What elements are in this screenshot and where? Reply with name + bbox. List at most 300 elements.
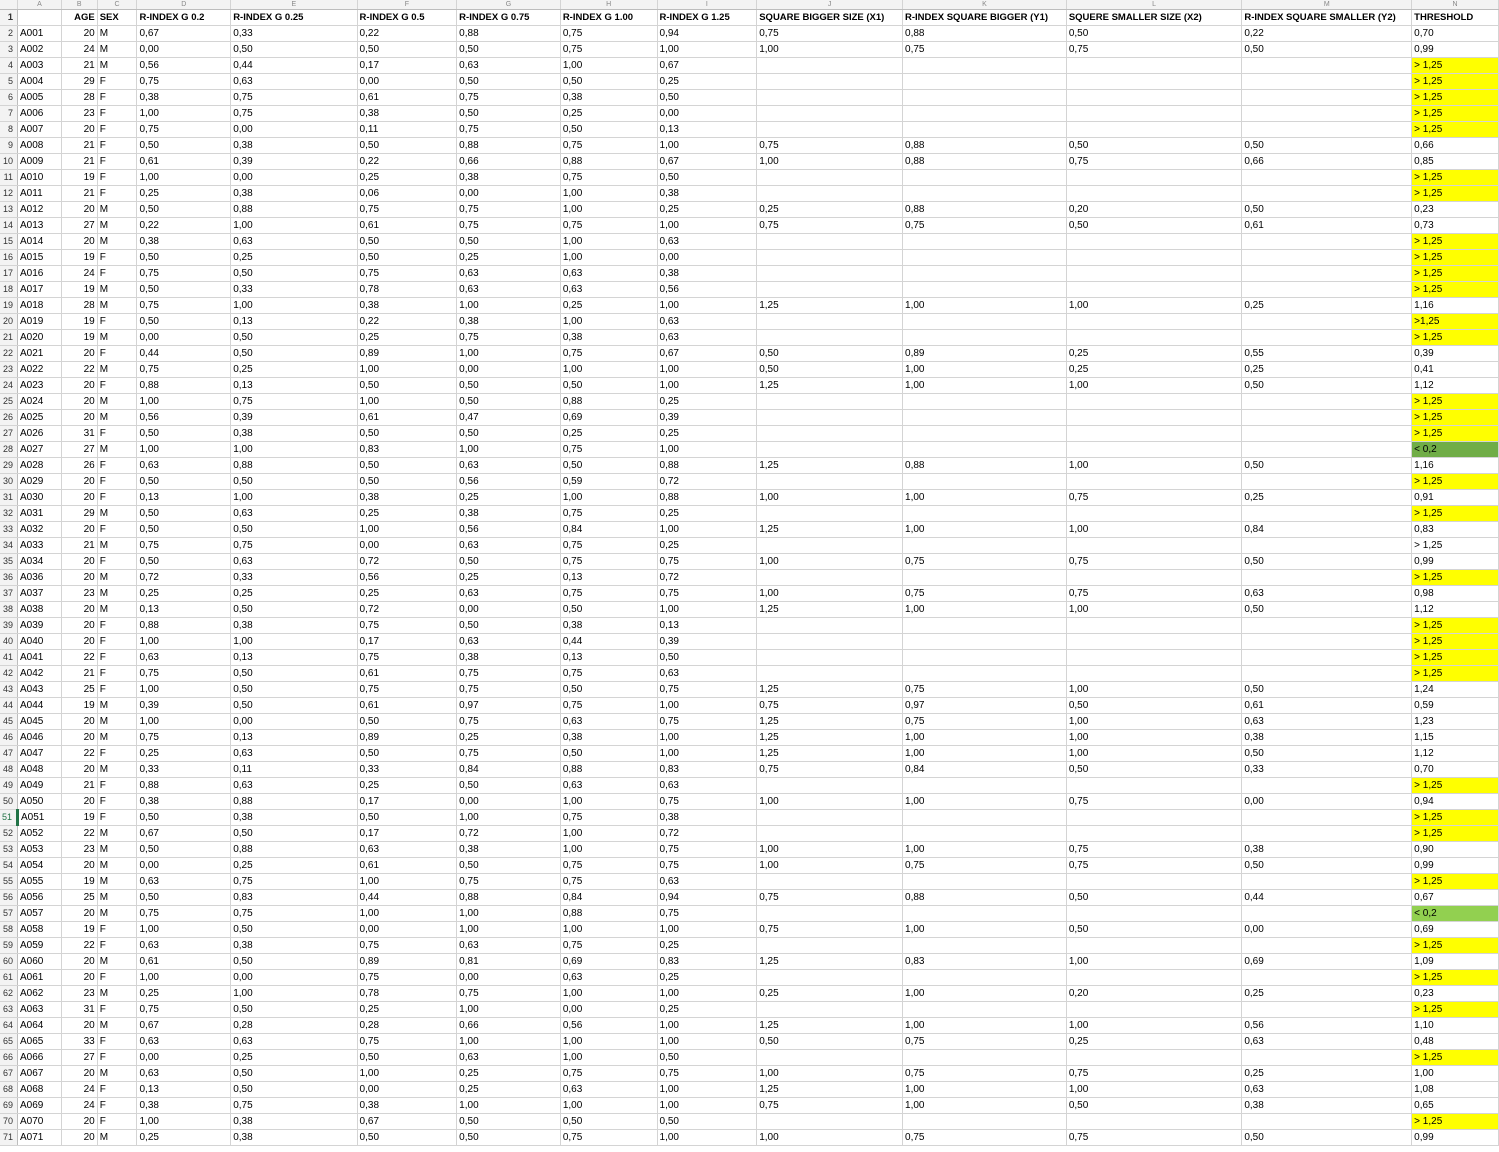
threshold-cell[interactable]: < 0,2 <box>1412 906 1499 922</box>
table-cell[interactable]: M <box>97 570 137 586</box>
table-cell[interactable]: 1,00 <box>757 858 903 874</box>
table-cell[interactable]: A067 <box>18 1066 62 1082</box>
table-cell[interactable]: M <box>97 874 137 890</box>
table-cell[interactable]: M <box>97 330 137 346</box>
row-number[interactable]: 3 <box>0 42 18 58</box>
table-cell[interactable]: 0,38 <box>231 810 357 826</box>
row-number[interactable]: 32 <box>0 506 18 522</box>
table-cell[interactable]: 21 <box>61 666 97 682</box>
table-cell[interactable]: 0,50 <box>457 74 561 90</box>
table-cell[interactable]: 0,25 <box>657 426 757 442</box>
row-number[interactable]: 46 <box>0 730 18 746</box>
table-cell[interactable]: 0,00 <box>137 858 231 874</box>
table-cell[interactable]: 0,44 <box>1242 890 1412 906</box>
table-cell[interactable]: M <box>97 282 137 298</box>
table-cell[interactable]: 0,33 <box>1242 762 1412 778</box>
table-cell[interactable]: 0,63 <box>457 634 561 650</box>
table-cell[interactable]: 0,75 <box>560 810 657 826</box>
table-cell[interactable]: 0,33 <box>231 570 357 586</box>
table-cell[interactable]: A024 <box>18 394 62 410</box>
table-cell[interactable]: 0,63 <box>137 1034 231 1050</box>
table-cell[interactable]: 0,72 <box>357 554 457 570</box>
table-cell[interactable]: 0,63 <box>657 666 757 682</box>
table-cell[interactable]: 0,75 <box>560 538 657 554</box>
table-cell[interactable]: 0,50 <box>231 522 357 538</box>
table-cell[interactable] <box>757 634 903 650</box>
table-cell[interactable]: 24 <box>61 1098 97 1114</box>
row-number[interactable]: 37 <box>0 586 18 602</box>
table-cell[interactable]: 0,75 <box>357 618 457 634</box>
table-cell[interactable]: 1,00 <box>560 1098 657 1114</box>
table-cell[interactable]: 0,50 <box>1242 458 1412 474</box>
table-cell[interactable]: 0,75 <box>657 858 757 874</box>
table-cell[interactable]: 0,75 <box>560 874 657 890</box>
threshold-cell[interactable]: > 1,25 <box>1412 122 1499 138</box>
table-cell[interactable]: 0,17 <box>357 58 457 74</box>
table-cell[interactable]: 0,88 <box>560 394 657 410</box>
row-number[interactable]: 19 <box>0 298 18 314</box>
table-cell[interactable]: 1,25 <box>757 602 903 618</box>
table-cell[interactable]: A044 <box>18 698 62 714</box>
table-cell[interactable]: M <box>97 1018 137 1034</box>
table-cell[interactable] <box>1242 570 1412 586</box>
table-cell[interactable]: 1,00 <box>457 922 561 938</box>
table-cell[interactable]: 0,25 <box>560 106 657 122</box>
table-cell[interactable]: 1,00 <box>903 522 1067 538</box>
table-cell[interactable]: 0,25 <box>457 1066 561 1082</box>
table-cell[interactable]: 0,00 <box>560 1002 657 1018</box>
table-cell[interactable]: 0,25 <box>357 586 457 602</box>
table-cell[interactable]: 1,00 <box>657 1130 757 1146</box>
table-cell[interactable] <box>1242 90 1412 106</box>
table-cell[interactable]: 21 <box>61 538 97 554</box>
table-cell[interactable]: A069 <box>18 1098 62 1114</box>
table-cell[interactable]: 19 <box>61 330 97 346</box>
table-cell[interactable]: 0,63 <box>657 778 757 794</box>
table-cell[interactable]: 0,38 <box>560 730 657 746</box>
table-cell[interactable]: A070 <box>18 1114 62 1130</box>
table-cell[interactable]: M <box>97 986 137 1002</box>
table-cell[interactable]: 0,75 <box>757 26 903 42</box>
table-cell[interactable]: 22 <box>61 746 97 762</box>
table-cell[interactable]: 0,50 <box>457 42 561 58</box>
table-cell[interactable]: 20 <box>61 906 97 922</box>
table-cell[interactable]: 1,00 <box>560 826 657 842</box>
table-cell[interactable]: 0,72 <box>657 826 757 842</box>
threshold-cell[interactable]: 1,12 <box>1412 602 1499 618</box>
table-cell[interactable]: F <box>97 1098 137 1114</box>
table-cell[interactable]: 1,00 <box>657 138 757 154</box>
row-number[interactable]: 25 <box>0 394 18 410</box>
table-cell[interactable]: 0,50 <box>1066 762 1242 778</box>
header-r-index-square-bigger[interactable]: R-INDEX SQUARE BIGGER (Y1) <box>903 10 1067 26</box>
table-cell[interactable]: F <box>97 666 137 682</box>
table-cell[interactable]: A022 <box>18 362 62 378</box>
table-cell[interactable]: A055 <box>18 874 62 890</box>
threshold-cell[interactable]: > 1,25 <box>1412 1002 1499 1018</box>
table-cell[interactable]: 20 <box>61 1066 97 1082</box>
table-cell[interactable]: 0,22 <box>357 26 457 42</box>
table-cell[interactable]: 1,00 <box>560 986 657 1002</box>
row-number[interactable]: 27 <box>0 426 18 442</box>
table-cell[interactable]: 1,00 <box>357 906 457 922</box>
table-cell[interactable]: 0,88 <box>560 762 657 778</box>
table-cell[interactable]: 1,00 <box>137 922 231 938</box>
table-cell[interactable]: A011 <box>18 186 62 202</box>
table-cell[interactable]: 0,78 <box>357 986 457 1002</box>
table-cell[interactable]: 0,75 <box>903 42 1067 58</box>
table-cell[interactable]: 1,00 <box>560 58 657 74</box>
table-cell[interactable]: 0,67 <box>137 26 231 42</box>
table-cell[interactable] <box>1242 426 1412 442</box>
table-cell[interactable]: 0,17 <box>357 826 457 842</box>
table-cell[interactable]: 0,63 <box>457 1050 561 1066</box>
table-cell[interactable]: 0,25 <box>231 1050 357 1066</box>
table-cell[interactable] <box>757 106 903 122</box>
table-cell[interactable]: 0,75 <box>657 906 757 922</box>
table-cell[interactable]: 0,50 <box>231 330 357 346</box>
table-cell[interactable]: 0,50 <box>231 602 357 618</box>
table-cell[interactable] <box>1242 906 1412 922</box>
table-cell[interactable]: 0,11 <box>231 762 357 778</box>
table-cell[interactable]: 1,00 <box>903 1082 1067 1098</box>
threshold-cell[interactable]: 0,41 <box>1412 362 1499 378</box>
table-cell[interactable] <box>1066 778 1242 794</box>
table-cell[interactable]: 0,88 <box>457 26 561 42</box>
table-cell[interactable]: 0,75 <box>457 682 561 698</box>
table-cell[interactable]: 0,75 <box>457 746 561 762</box>
table-cell[interactable] <box>903 442 1067 458</box>
table-cell[interactable]: 0,50 <box>357 378 457 394</box>
table-cell[interactable]: 0,50 <box>560 458 657 474</box>
table-cell[interactable]: 0,56 <box>137 410 231 426</box>
table-cell[interactable] <box>757 538 903 554</box>
table-cell[interactable]: M <box>97 58 137 74</box>
table-cell[interactable] <box>757 826 903 842</box>
table-cell[interactable]: 1,00 <box>457 298 561 314</box>
table-cell[interactable]: A031 <box>18 506 62 522</box>
column-letter[interactable]: K <box>903 0 1067 10</box>
table-cell[interactable] <box>1066 410 1242 426</box>
table-cell[interactable]: 0,61 <box>357 410 457 426</box>
threshold-cell[interactable]: > 1,25 <box>1412 970 1499 986</box>
table-cell[interactable]: 0,50 <box>560 74 657 90</box>
table-cell[interactable]: A032 <box>18 522 62 538</box>
table-cell[interactable]: 0,50 <box>357 250 457 266</box>
table-cell[interactable]: 1,00 <box>757 490 903 506</box>
table-cell[interactable]: 0,13 <box>657 122 757 138</box>
table-cell[interactable] <box>1066 122 1242 138</box>
table-cell[interactable]: M <box>97 714 137 730</box>
table-cell[interactable]: 0,50 <box>757 362 903 378</box>
table-cell[interactable]: 0,83 <box>657 954 757 970</box>
table-cell[interactable]: M <box>97 298 137 314</box>
row-number[interactable]: 10 <box>0 154 18 170</box>
table-cell[interactable]: 0,50 <box>137 474 231 490</box>
table-cell[interactable]: 1,00 <box>231 442 357 458</box>
table-cell[interactable]: A042 <box>18 666 62 682</box>
table-cell[interactable]: 0,88 <box>657 458 757 474</box>
table-cell[interactable]: 1,25 <box>757 298 903 314</box>
table-cell[interactable]: 0,25 <box>457 730 561 746</box>
table-cell[interactable] <box>1066 250 1242 266</box>
table-cell[interactable]: 0,00 <box>1242 922 1412 938</box>
table-cell[interactable] <box>903 650 1067 666</box>
table-cell[interactable] <box>903 250 1067 266</box>
threshold-cell[interactable]: 0,65 <box>1412 1098 1499 1114</box>
table-cell[interactable]: 0,63 <box>231 1034 357 1050</box>
table-cell[interactable]: 0,75 <box>903 218 1067 234</box>
row-number[interactable]: 70 <box>0 1114 18 1130</box>
table-cell[interactable]: 0,75 <box>1066 586 1242 602</box>
table-cell[interactable]: 1,00 <box>560 314 657 330</box>
table-cell[interactable]: 0,75 <box>457 874 561 890</box>
table-cell[interactable]: 1,00 <box>903 730 1067 746</box>
table-cell[interactable]: 0,50 <box>137 282 231 298</box>
table-cell[interactable] <box>1066 90 1242 106</box>
table-cell[interactable]: A050 <box>18 794 62 810</box>
row-number[interactable]: 71 <box>0 1130 18 1146</box>
table-cell[interactable]: F <box>97 1002 137 1018</box>
table-cell[interactable]: 0,75 <box>1066 154 1242 170</box>
row-number[interactable]: 22 <box>0 346 18 362</box>
table-cell[interactable]: 0,97 <box>903 698 1067 714</box>
table-cell[interactable] <box>1066 442 1242 458</box>
threshold-cell[interactable]: 0,85 <box>1412 154 1499 170</box>
table-cell[interactable]: 0,25 <box>1066 362 1242 378</box>
header-r-index-square-smaller[interactable]: R-INDEX SQUARE SMALLER (Y2) <box>1242 10 1412 26</box>
threshold-cell[interactable]: > 1,25 <box>1412 874 1499 890</box>
table-cell[interactable]: 0,50 <box>1066 698 1242 714</box>
table-cell[interactable]: 0,50 <box>137 250 231 266</box>
table-cell[interactable]: 0,00 <box>457 186 561 202</box>
table-cell[interactable]: 23 <box>61 586 97 602</box>
threshold-cell[interactable]: > 1,25 <box>1412 234 1499 250</box>
table-cell[interactable] <box>903 90 1067 106</box>
table-cell[interactable]: 0,50 <box>657 1114 757 1130</box>
table-cell[interactable]: M <box>97 698 137 714</box>
column-letter[interactable]: F <box>357 0 457 10</box>
row-number[interactable]: 2 <box>0 26 18 42</box>
table-cell[interactable]: 0,44 <box>560 634 657 650</box>
table-cell[interactable]: A053 <box>18 842 62 858</box>
table-cell[interactable]: 0,75 <box>657 714 757 730</box>
column-letter[interactable]: M <box>1242 0 1412 10</box>
table-cell[interactable]: A038 <box>18 602 62 618</box>
table-cell[interactable]: 0,75 <box>457 986 561 1002</box>
table-cell[interactable]: 0,88 <box>903 890 1067 906</box>
table-cell[interactable]: 0,75 <box>560 858 657 874</box>
row-number[interactable]: 20 <box>0 314 18 330</box>
table-cell[interactable]: 0,25 <box>1066 1034 1242 1050</box>
table-cell[interactable]: 0,11 <box>357 122 457 138</box>
table-cell[interactable]: 0,75 <box>560 442 657 458</box>
table-cell[interactable]: 0,75 <box>137 362 231 378</box>
table-cell[interactable]: 0,63 <box>231 554 357 570</box>
table-cell[interactable]: 0,75 <box>560 938 657 954</box>
table-cell[interactable]: 0,50 <box>137 426 231 442</box>
table-cell[interactable]: 0,75 <box>560 554 657 570</box>
threshold-cell[interactable]: 0,66 <box>1412 138 1499 154</box>
table-cell[interactable]: 0,39 <box>231 410 357 426</box>
table-cell[interactable]: 0,50 <box>231 346 357 362</box>
table-cell[interactable]: 1,00 <box>657 1098 757 1114</box>
table-cell[interactable]: 0,83 <box>231 890 357 906</box>
row-number[interactable]: 15 <box>0 234 18 250</box>
threshold-cell[interactable]: > 1,25 <box>1412 538 1499 554</box>
table-cell[interactable]: M <box>97 602 137 618</box>
table-cell[interactable]: 0,50 <box>457 426 561 442</box>
table-cell[interactable] <box>1066 666 1242 682</box>
table-cell[interactable]: 0,50 <box>137 506 231 522</box>
table-cell[interactable]: 20 <box>61 730 97 746</box>
table-cell[interactable]: 0,63 <box>560 714 657 730</box>
table-cell[interactable]: 0,75 <box>231 90 357 106</box>
table-cell[interactable]: 0,63 <box>231 74 357 90</box>
table-cell[interactable]: 0,75 <box>757 698 903 714</box>
table-cell[interactable]: 0,38 <box>1242 842 1412 858</box>
table-cell[interactable]: M <box>97 26 137 42</box>
table-cell[interactable]: 1,00 <box>231 298 357 314</box>
threshold-cell[interactable]: 0,98 <box>1412 586 1499 602</box>
table-cell[interactable]: 0,75 <box>137 538 231 554</box>
column-letter[interactable]: G <box>457 0 561 10</box>
table-cell[interactable] <box>903 1050 1067 1066</box>
table-cell[interactable]: 0,88 <box>560 154 657 170</box>
table-cell[interactable]: 1,00 <box>137 1114 231 1130</box>
table-cell[interactable]: 0,50 <box>657 170 757 186</box>
table-cell[interactable]: 0,84 <box>560 890 657 906</box>
threshold-cell[interactable]: 1,23 <box>1412 714 1499 730</box>
table-cell[interactable]: 0,67 <box>137 1018 231 1034</box>
table-cell[interactable]: 0,50 <box>1242 682 1412 698</box>
table-cell[interactable] <box>1242 970 1412 986</box>
table-cell[interactable]: 0,38 <box>357 1098 457 1114</box>
table-cell[interactable] <box>1242 58 1412 74</box>
table-cell[interactable]: A015 <box>18 250 62 266</box>
table-cell[interactable]: 1,00 <box>757 586 903 602</box>
table-cell[interactable]: 0,00 <box>231 970 357 986</box>
table-cell[interactable] <box>1066 506 1242 522</box>
table-cell[interactable]: 0,38 <box>457 650 561 666</box>
table-cell[interactable] <box>757 810 903 826</box>
table-cell[interactable]: 0,63 <box>357 842 457 858</box>
table-cell[interactable]: 0,50 <box>357 1050 457 1066</box>
table-cell[interactable]: 0,25 <box>757 986 903 1002</box>
table-cell[interactable]: A004 <box>18 74 62 90</box>
table-cell[interactable]: 1,00 <box>657 362 757 378</box>
table-cell[interactable]: 1,00 <box>657 1018 757 1034</box>
table-cell[interactable] <box>757 1002 903 1018</box>
table-cell[interactable] <box>903 970 1067 986</box>
table-cell[interactable]: 0,38 <box>231 618 357 634</box>
table-cell[interactable] <box>1066 874 1242 890</box>
table-cell[interactable]: A020 <box>18 330 62 346</box>
table-cell[interactable]: 0,75 <box>231 874 357 890</box>
threshold-cell[interactable]: > 1,25 <box>1412 810 1499 826</box>
table-cell[interactable]: 1,00 <box>903 362 1067 378</box>
table-cell[interactable]: 20 <box>61 794 97 810</box>
table-cell[interactable]: 0,00 <box>657 106 757 122</box>
table-cell[interactable]: 0,75 <box>1066 42 1242 58</box>
row-number[interactable]: 57 <box>0 906 18 922</box>
table-cell[interactable]: 0,75 <box>757 218 903 234</box>
row-number[interactable]: 26 <box>0 410 18 426</box>
table-cell[interactable]: 1,00 <box>657 42 757 58</box>
table-cell[interactable] <box>757 666 903 682</box>
table-cell[interactable]: 0,38 <box>560 618 657 634</box>
table-cell[interactable]: M <box>97 890 137 906</box>
table-cell[interactable]: M <box>97 858 137 874</box>
table-cell[interactable]: 1,00 <box>903 986 1067 1002</box>
table-cell[interactable]: F <box>97 1114 137 1130</box>
threshold-cell[interactable]: > 1,25 <box>1412 74 1499 90</box>
table-cell[interactable]: 0,50 <box>457 394 561 410</box>
table-cell[interactable]: 0,38 <box>231 186 357 202</box>
threshold-cell[interactable]: > 1,25 <box>1412 826 1499 842</box>
table-cell[interactable]: 1,25 <box>757 954 903 970</box>
threshold-cell[interactable]: 0,70 <box>1412 26 1499 42</box>
table-cell[interactable]: 0,50 <box>1242 858 1412 874</box>
table-cell[interactable] <box>903 410 1067 426</box>
table-cell[interactable]: 25 <box>61 890 97 906</box>
table-cell[interactable]: 0,20 <box>1066 986 1242 1002</box>
table-cell[interactable]: 0,25 <box>757 202 903 218</box>
table-cell[interactable]: 1,00 <box>137 714 231 730</box>
threshold-cell[interactable]: > 1,25 <box>1412 618 1499 634</box>
table-cell[interactable]: 0,50 <box>457 554 561 570</box>
table-cell[interactable]: 0,63 <box>657 314 757 330</box>
row-number[interactable]: 64 <box>0 1018 18 1034</box>
table-cell[interactable]: 0,72 <box>657 570 757 586</box>
table-cell[interactable]: 0,00 <box>657 250 757 266</box>
table-cell[interactable] <box>1242 938 1412 954</box>
table-cell[interactable]: F <box>97 682 137 698</box>
table-cell[interactable] <box>1242 122 1412 138</box>
table-cell[interactable] <box>757 426 903 442</box>
table-cell[interactable]: 1,00 <box>657 298 757 314</box>
table-cell[interactable]: A010 <box>18 170 62 186</box>
table-cell[interactable]: 20 <box>61 522 97 538</box>
row-number[interactable]: 43 <box>0 682 18 698</box>
table-cell[interactable]: F <box>97 490 137 506</box>
table-cell[interactable]: 0,56 <box>457 474 561 490</box>
table-cell[interactable]: 1,25 <box>757 1082 903 1098</box>
table-cell[interactable]: 1,00 <box>560 842 657 858</box>
table-cell[interactable]: 22 <box>61 362 97 378</box>
table-cell[interactable]: 1,00 <box>757 1130 903 1146</box>
table-cell[interactable]: A057 <box>18 906 62 922</box>
table-cell[interactable]: 0,75 <box>1066 1066 1242 1082</box>
table-cell[interactable]: 1,00 <box>231 986 357 1002</box>
table-cell[interactable]: 0,50 <box>457 618 561 634</box>
table-cell[interactable]: 0,75 <box>903 586 1067 602</box>
threshold-cell[interactable]: > 1,25 <box>1412 634 1499 650</box>
table-cell[interactable]: 23 <box>61 106 97 122</box>
table-cell[interactable] <box>757 442 903 458</box>
table-cell[interactable] <box>1066 810 1242 826</box>
table-cell[interactable] <box>757 874 903 890</box>
table-cell[interactable] <box>1242 106 1412 122</box>
table-cell[interactable]: 0,44 <box>357 890 457 906</box>
row-number[interactable]: 67 <box>0 1066 18 1082</box>
table-cell[interactable] <box>903 394 1067 410</box>
table-cell[interactable]: 0,50 <box>137 810 231 826</box>
table-cell[interactable]: 0,75 <box>657 554 757 570</box>
table-cell[interactable]: 0,75 <box>457 202 561 218</box>
table-cell[interactable]: 1,00 <box>231 218 357 234</box>
table-cell[interactable] <box>757 266 903 282</box>
